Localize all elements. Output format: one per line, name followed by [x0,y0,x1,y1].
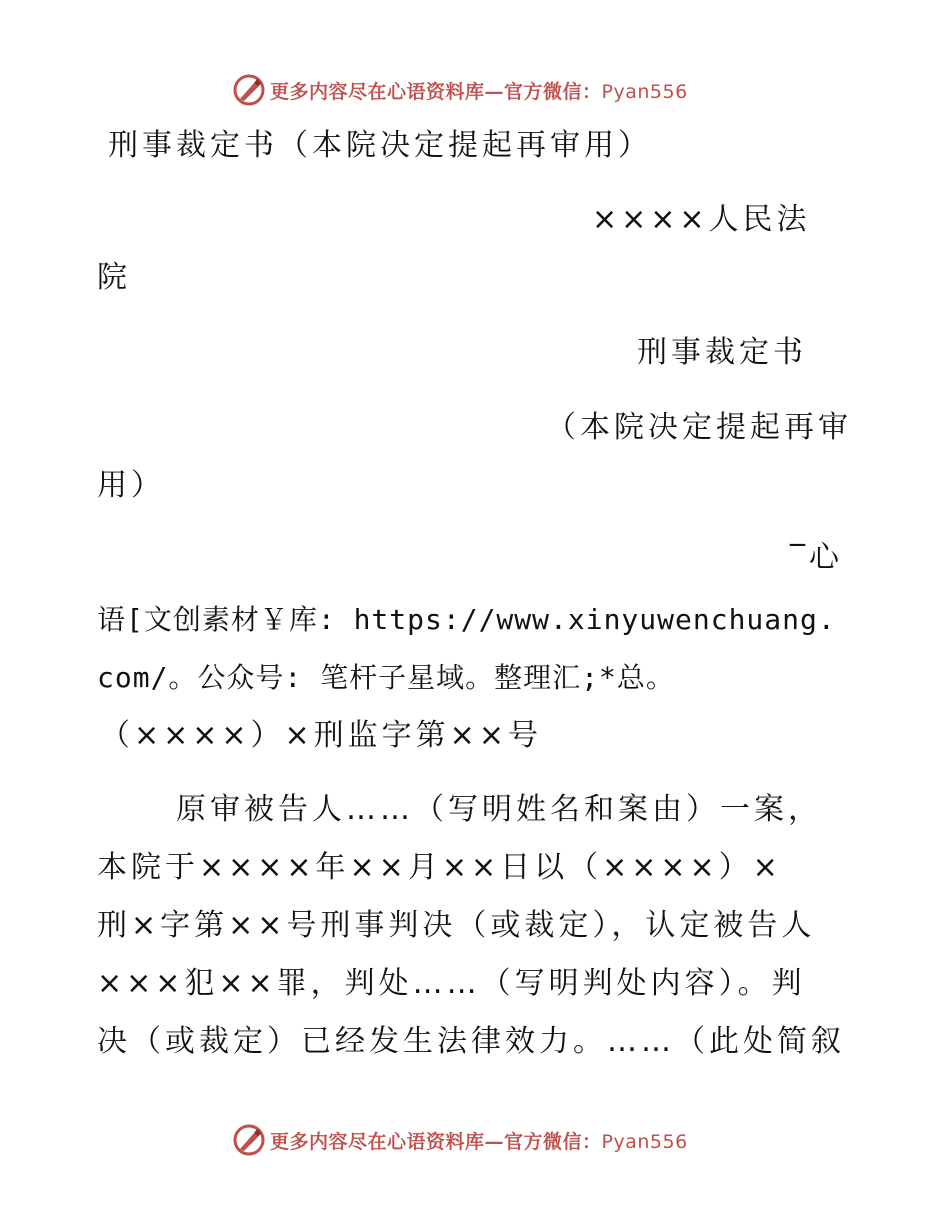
watermark-banner-top [232,70,712,110]
court-name-line-2: 院 [97,260,131,295]
source-note-line-1: 语[文创素材￥库: https://www.xinyuwenchuang. [97,603,836,636]
document-subtitle-line-2: 用） [97,468,165,503]
body-line: 原审被告人……（写明姓名和案由）一案， [176,792,822,827]
body-line: 决（或裁定）已经发生法律效力。……（此处简叙 [97,1024,845,1059]
wechat-id: Pyan556 [601,80,688,103]
document-subtitle-line-1: （本院决定提起再审 [546,410,852,445]
watermark-banner-bottom [232,1120,712,1160]
body-line: 刑×字第××号刑事判决（或裁定），认定被告人 [97,908,816,943]
watermark-text: 更多内容尽在心语资料库—官方微信：Pyan556 [270,80,688,103]
stray-mark: ‾心 [790,540,843,575]
pen-logo-icon [232,73,266,107]
source-note-line-2: com/。公众号: 笔杆子星域。整理汇;*总。 [97,661,675,694]
case-number: （××××）×刑监字第××号 [100,718,542,753]
document-heading: 刑事裁定书（本院决定提起再审用） [108,128,652,163]
pen-logo-icon [232,1123,266,1157]
document-title: 刑事裁定书 [637,335,807,370]
body-line: ×××犯××罪，判处……（写明判处内容）。判 [97,966,806,1001]
court-name-line-1: ××××人民法 [592,202,811,237]
wechat-id: Pyan556 [601,1130,688,1153]
watermark-text: 更多内容尽在心语资料库—官方微信：Pyan556 [270,1130,688,1153]
body-line: 本院于××××年××月××日以（××××）× [97,850,782,885]
